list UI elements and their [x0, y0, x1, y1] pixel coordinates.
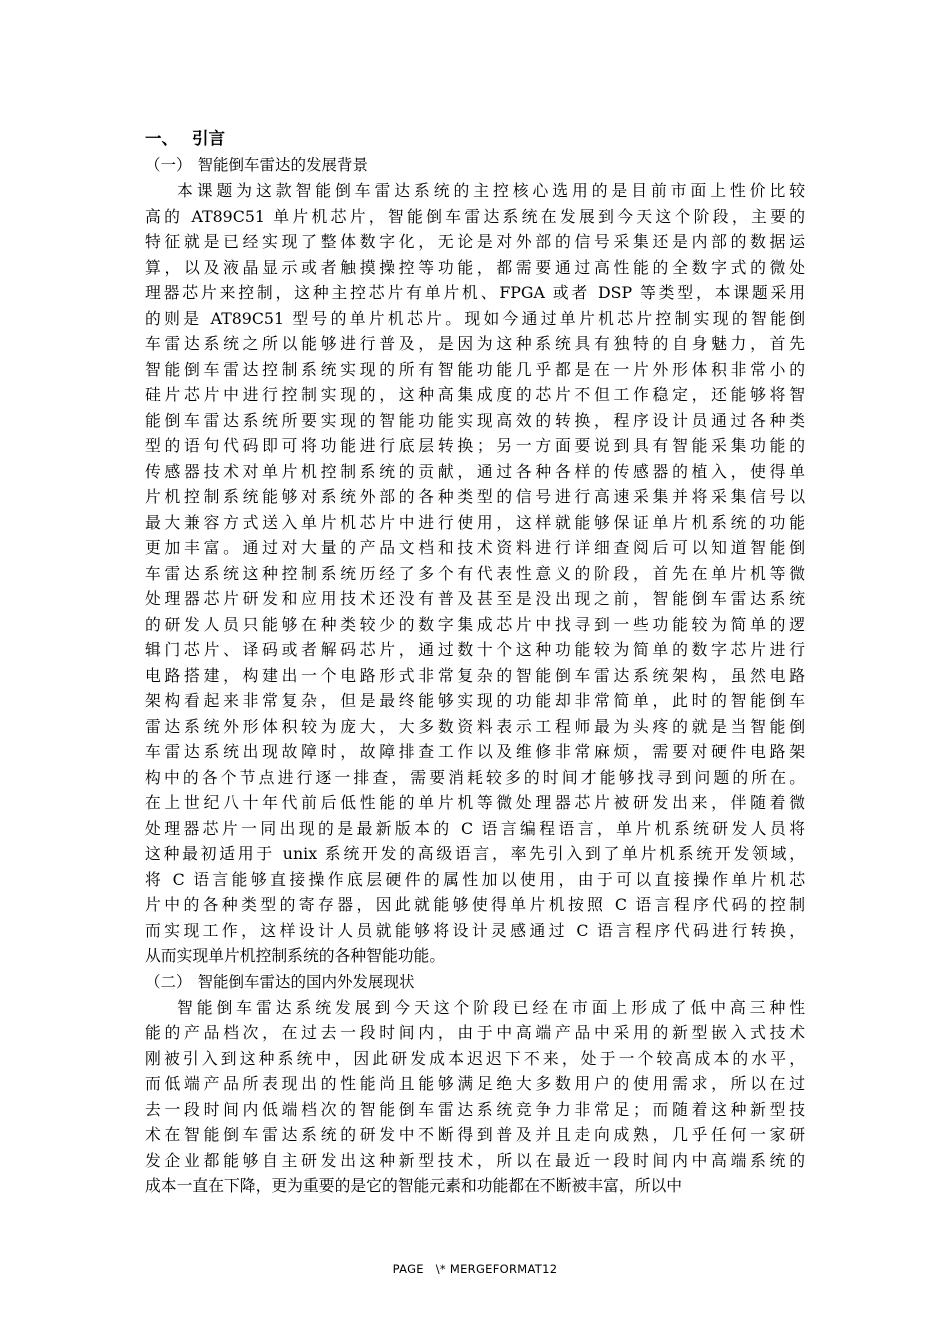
text-line: 的研发人员只能够在种类较少的数字集成芯片中找寻到一些功能较为简单的逻	[145, 614, 805, 634]
subsection-heading-1	[145, 152, 805, 178]
text-line: 这种最初适用于 unix 系统开发的高级语言，率先引入到了单片机系统开发领域，	[145, 844, 805, 863]
text-line: 辑门芯片、译码或者解码芯片，通过数十个这种功能较为简单的数字芯片进行	[145, 640, 805, 659]
page-footer: PAGE \* MERGEFORMAT12	[392, 1262, 558, 1276]
text-line: 电路搭建，构建出一个电路形式非常复杂的智能倒车雷达系统架构，虽然电路	[145, 665, 805, 685]
text-line: 车雷达系统出现故障时，故障排查工作以及维修非常麻烦，需要对硬件电路架	[145, 742, 805, 761]
text-line: 理器芯片来控制，这种主控芯片有单片机、FPGA 或者 DSP 等类型，本课题采用	[145, 283, 805, 302]
text-line: 硅片芯片中进行控制实现的，这种高集成度的芯片不但工作稳定，还能够将智	[145, 385, 805, 404]
text-line: 发企业都能够自主研发出这种新型技术，所以在最近一段时间内中高端系统的	[145, 1150, 805, 1170]
paragraph-status	[145, 995, 805, 1199]
section-heading	[145, 126, 805, 152]
text-line: 车雷达系统之所以能够进行普及，是因为这种系统具有独特的自身魅力，首先	[145, 334, 805, 353]
subsection-number: （二）	[145, 972, 192, 991]
subsection-title: 智能倒车雷达的发展背景	[197, 156, 369, 174]
text-line: 能的产品档次，在过去一段时间内，由于中高端产品中采用的新型嵌入式技术	[145, 1023, 805, 1042]
text-line: 而低端产品所表现出的性能尚且能够满足绝大多数用户的使用需求，所以在过	[145, 1074, 805, 1093]
text-line: 型的语句代码即可将功能进行底层转换；另一方面要说到具有智能采集功能的	[145, 436, 805, 455]
subsection-title: 智能倒车雷达的国内外发展现状	[197, 972, 415, 991]
text-line: 的则是 AT89C51 型号的单片机芯片。现如今通过单片机芯片控制实现的智能倒	[145, 308, 805, 328]
section-number: 一、	[145, 129, 178, 148]
text-line: 算，以及液晶显示或者触摸操控等功能，都需要通过高性能的全数字式的微处	[145, 257, 805, 277]
text-line: 刚被引入到这种系统中，因此研发成本迟迟下不来，处于一个较高成本的水平，	[145, 1048, 805, 1068]
text-line: 成本一直在下降，更为重要的是它的智能元素和功能都在不断被丰富，所以中	[145, 1176, 683, 1195]
section-title: 引言	[192, 129, 225, 148]
text-line: 在上世纪八十年代前后低性能的单片机等微处理器芯片被研发出来，伴随着微	[145, 793, 805, 812]
text-line: 术在智能倒车雷达系统的研发中不断得到普及并且走向成熟，几乎任何一家研	[145, 1125, 805, 1144]
text-line: 从而实现单片机控制系统的各种智能功能。	[145, 946, 446, 965]
text-line: 将 C 语言能够直接操作底层硬件的属性加以使用，由于可以直接操作单片机芯	[145, 869, 805, 889]
text-line: 片机控制系统能够对系统外部的各种类型的信号进行高速采集并将采集信号以	[145, 487, 805, 506]
text-line: 本课题为这款智能倒车雷达系统的主控核心选用的是目前市面上性价比较	[177, 181, 805, 200]
paragraph-background	[145, 178, 805, 969]
text-line: 构中的各个节点进行逐一排查，需要消耗较多的时间才能够找寻到问题的所在。	[145, 767, 805, 787]
text-line: 智能倒车雷达控制系统实现的所有智能功能几乎都是在一片外形体积非常小的	[145, 359, 805, 379]
text-line: 最大兼容方式送入单片机芯片中进行使用，这样就能够保证单片机系统的功能	[145, 512, 805, 532]
text-line: 更加丰富。通过对大量的产品文档和技术资料进行详细查阅后可以知道智能倒	[145, 538, 805, 557]
text-line: 车雷达系统这种控制系统历经了多个有代表性意义的阶段，首先在单片机等微	[145, 563, 805, 583]
text-line: 雷达系统外形体积较为庞大，大多数资料表示工程师最为头疼的就是当智能倒	[145, 716, 805, 736]
text-line: 而实现工作，这样设计人员就能够将设计灵感通过 C 语言程序代码进行转换，	[145, 920, 805, 940]
text-line: 片中的各种类型的寄存器，因此就能够使得单片机按照 C 语言程序代码的控制	[145, 895, 805, 914]
subsection-number: （一）	[145, 156, 192, 174]
text-line: 处理器芯片一同出现的是最新版本的 C 语言编程语言，单片机系统研发人员将	[145, 818, 805, 838]
text-line: 特征就是已经实现了整体数字化，无论是对外部的信号采集还是内部的数据运	[145, 232, 805, 251]
text-line: 架构看起来非常复杂，但是最终能够实现的功能却非常简单，此时的智能倒车	[145, 691, 805, 710]
text-line: 处理器芯片研发和应用技术还没有普及甚至是没出现之前，智能倒车雷达系统	[145, 589, 805, 608]
document-page	[145, 126, 805, 1199]
text-line: 能倒车雷达系统所要实现的智能功能实现高效的转换，程序设计员通过各种类	[145, 410, 805, 430]
text-line: 高的 AT89C51 单片机芯片，智能倒车雷达系统在发展到今天这个阶段，主要的	[145, 206, 805, 226]
subsection-heading-2	[145, 969, 805, 995]
text-line: 去一段时间内低端档次的智能倒车雷达系统竞争力非常足；而随着这种新型技	[145, 1099, 805, 1119]
text-line: 智能倒车雷达系统发展到今天这个阶段已经在市面上形成了低中高三种性	[177, 997, 805, 1017]
text-line: 传感器技术对单片机控制系统的贡献，通过各种各样的传感器的植入，使得单	[145, 461, 805, 481]
